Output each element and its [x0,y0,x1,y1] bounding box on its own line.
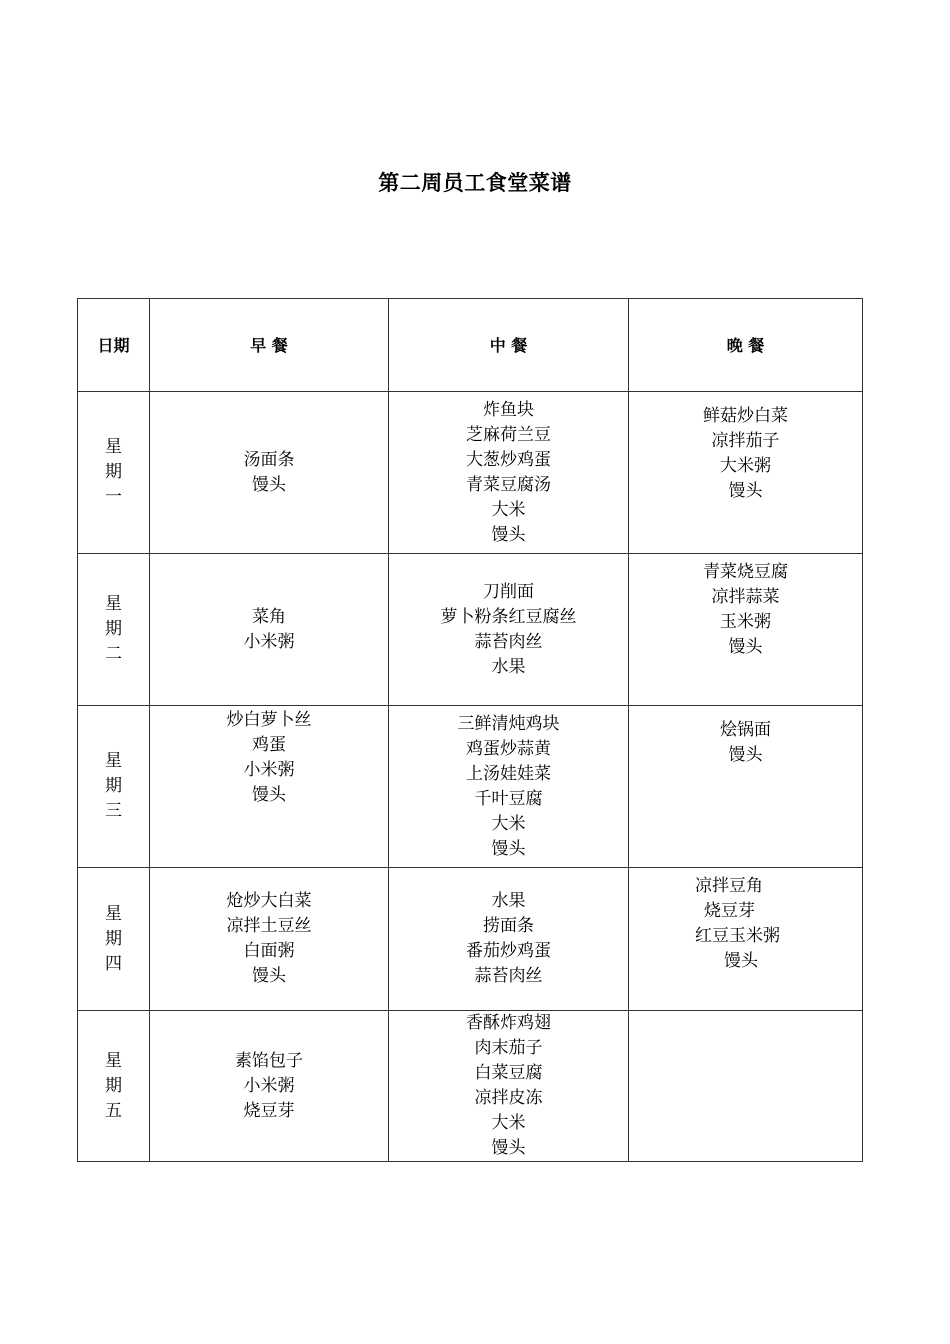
day-char: 期 [105,776,122,796]
day-cell-wednesday [78,706,150,868]
dish-item: 三鲜清炖鸡块 [457,713,560,734]
dish-item: 红豆玉米粥 [695,926,780,946]
dish-item: 鸡蛋 [252,735,286,755]
dinner-cell-tuesday [629,554,863,706]
day-char: 五 [105,1100,122,1121]
header-breakfast: 早 餐 [150,299,389,392]
day-char: 星 [105,903,122,924]
dish-item: 凉拌茄子 [711,431,780,451]
dinner-cell-thursday [629,868,863,1011]
day-cell-friday [78,1011,150,1162]
dish-item: 上汤娃娃菜 [466,763,551,784]
lunch-cell-tuesday [389,554,629,706]
dish-item: 馒头 [724,951,758,971]
table-row [78,868,863,1011]
dish-item: 炒白萝卜丝 [226,710,312,730]
dish-item: 番茄炒鸡蛋 [466,941,551,961]
dish-item: 汤面条 [243,449,295,470]
dish-item: 凉拌皮冻 [474,1088,543,1108]
day-char: 星 [105,751,122,771]
day-char: 期 [105,928,122,949]
dish-item: 鲜菇炒白菜 [703,406,788,426]
dish-item: 馒头 [728,745,763,765]
header-lunch: 中 餐 [389,299,629,392]
dish-item: 刀削面 [483,581,534,602]
day-cell-tuesday [78,554,150,706]
lunch-cell-thursday [389,868,629,1011]
table-row [78,1011,863,1162]
dish-item: 水果 [491,656,526,677]
dish-item: 烧豆芽 [704,901,755,921]
dish-item: 千叶豆腐 [474,788,543,809]
dish-item: 小米粥 [243,760,295,780]
day-char: 期 [105,619,122,639]
dish-item: 香酥炸鸡翅 [466,1013,551,1033]
dish-item: 白菜豆腐 [474,1063,543,1083]
day-char: 一 [105,487,122,507]
lunch-cell-wednesday [389,706,629,868]
dish-item: 白面粥 [243,941,295,961]
breakfast-cell-monday [150,392,389,554]
day-cell-thursday [78,868,150,1011]
dish-item: 萝卜粉条红豆腐丝 [440,606,577,627]
dish-item: 芝麻荷兰豆 [466,424,551,445]
dish-item: 炸鱼块 [483,399,534,420]
dish-item: 烧豆芽 [243,1100,295,1121]
dish-item: 馒头 [252,474,286,495]
menu-table [77,298,863,1162]
day-char: 星 [105,594,122,614]
dish-item: 馒头 [728,637,763,657]
dish-item: 烩锅面 [720,720,771,740]
dinner-cell-monday [629,392,863,554]
dish-item: 捞面条 [483,916,534,936]
day-char: 二 [105,644,122,664]
dish-item: 肉末茄子 [474,1038,543,1058]
table-row [78,706,863,868]
day-char: 期 [105,462,122,482]
page-title: 第二周员工食堂菜谱 [378,171,572,195]
lunch-cell-friday [389,1011,629,1162]
dish-item: 凉拌豆角 [695,876,763,896]
dish-item: 馒头 [252,785,286,805]
dish-item: 菜角 [252,606,286,627]
dish-item: 青菜豆腐汤 [466,474,551,495]
dish-item: 大米 [491,499,526,520]
header-date: 日期 [78,299,150,392]
dish-item: 大米粥 [720,456,771,476]
dish-item: 玉米粥 [720,612,771,632]
breakfast-cell-tuesday [150,554,389,706]
dish-item: 馒头 [491,524,526,545]
breakfast-cell-friday [150,1011,389,1162]
dinner-cell-friday [629,1011,863,1162]
dinner-cell-wednesday [629,706,863,868]
header-dinner: 晚 餐 [629,299,863,392]
day-cell-monday [78,392,150,554]
table-row [78,392,863,554]
dish-item: 小米粥 [243,631,295,652]
dish-item: 凉拌蒜菜 [711,587,780,607]
dish-item: 鸡蛋炒蒜黄 [466,738,551,759]
dish-item: 素馅包子 [235,1050,303,1071]
dish-item: 青菜烧豆腐 [703,562,788,582]
breakfast-cell-thursday [150,868,389,1011]
day-char: 四 [105,953,122,974]
dish-item: 小米粥 [243,1075,295,1096]
table-row [78,554,863,706]
dish-item: 蒜苔肉丝 [474,631,543,652]
dish-item: 大米 [491,813,526,834]
lunch-cell-monday [389,392,629,554]
day-char: 三 [105,801,122,821]
dish-item: 水果 [491,891,526,911]
dish-item: 大米 [491,1113,526,1133]
dish-item: 馒头 [491,838,526,859]
dish-item: 大葱炒鸡蛋 [466,449,551,470]
day-char: 星 [105,437,122,457]
dish-item: 馒头 [491,1138,526,1158]
day-char: 星 [105,1050,122,1071]
breakfast-cell-wednesday [150,706,389,868]
dish-item: 蒜苔肉丝 [474,966,543,986]
dish-item: 炝炒大白菜 [226,891,312,911]
dish-item: 馒头 [252,966,286,986]
dish-item: 馒头 [728,481,763,501]
header-row [78,299,863,392]
day-char: 期 [105,1075,122,1096]
dish-item: 凉拌土豆丝 [226,916,312,936]
